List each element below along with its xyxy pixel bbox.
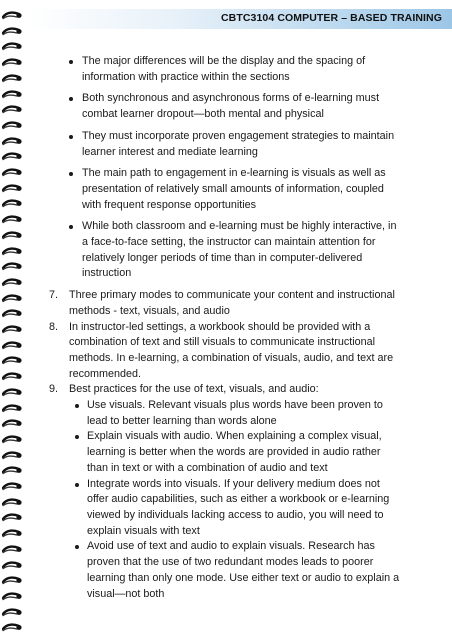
page-content: [48, 54, 404, 602]
binding-ring-icon: [2, 419, 24, 428]
list-item: They must incorporate proven engagement strategies to maintain learner interest and mediate learning: [66, 129, 404, 160]
binding-ring-icon: [2, 529, 24, 538]
binding-ring-icon: [2, 325, 24, 334]
binding-ring-icon: [2, 278, 24, 287]
item-number: 7.: [49, 289, 59, 302]
binding-ring-icon: [2, 231, 24, 240]
binding-ring-icon: [2, 404, 24, 413]
list-item: Both synchronous and asynchronous forms of e-learning must combat learner dropout—both mental and physical: [66, 91, 404, 122]
item-text: In instructor-led settings, a workbook should be provided with a combination of text and still visuals to communicate instructional methods. In e-learning, a combination of visuals, audio, and text are recommended.: [69, 320, 394, 380]
binding-ring-icon: [2, 372, 24, 381]
binding-ring-icon: [2, 247, 24, 256]
binding-ring-icon: [2, 545, 24, 554]
binding-ring-icon: [2, 561, 24, 570]
binding-ring-icon: [2, 623, 24, 632]
binding-ring-icon: [2, 152, 24, 161]
binding-ring-icon: [2, 482, 24, 491]
binding-ring-icon: [2, 262, 24, 271]
binding-ring-icon: [2, 11, 24, 20]
binding-ring-icon: [2, 451, 24, 460]
binding-ring-icon: [2, 341, 24, 350]
item-number: 8.: [49, 320, 59, 333]
item-text: Best practices for the use of text, visuals, and audio:: [69, 383, 319, 396]
binding-ring-icon: [2, 608, 24, 617]
item9-bullet-list: [71, 398, 404, 602]
binding-ring-icon: [2, 309, 24, 318]
list-item: Integrate words into visuals. If your delivery medium does not offer audio capabilities, such as either a workbook or e-learning viewed by individuals lacking access to audio, you will need to explain visuals with text: [71, 477, 404, 540]
numbered-item-7: [48, 288, 404, 319]
binding-ring-icon: [2, 74, 24, 83]
binding-ring-icon: [2, 388, 24, 397]
list-item: Avoid use of text and audio to explain visuals. Research has proven that the use of two redundant modes leads to poorer learning than only one mode. Use either text or audio to explain a visual—not both: [71, 539, 404, 602]
binding-ring-icon: [2, 105, 24, 114]
binding-ring-icon: [2, 168, 24, 177]
item-text: Three primary modes to communicate your content and instructional methods - text, visuals, and audio: [69, 289, 395, 317]
binding-ring-icon: [2, 576, 24, 585]
item-number: 9.: [49, 383, 59, 396]
binding-ring-icon: [2, 435, 24, 444]
list-item: While both classroom and e-learning must be highly interactive, in a face-to-face setting, the instructor can maintain attention for relatively longer periods of time than in computer-delivered instruction: [66, 219, 404, 282]
binding-ring-icon: [2, 498, 24, 507]
top-bullet-list: [66, 54, 404, 282]
binding-ring-icon: [2, 466, 24, 475]
binding-ring-icon: [2, 42, 24, 51]
list-item: Explain visuals with audio. When explaining a complex visual, learning is better when the words are provided in audio rather than in text or with a combination of audio and text: [71, 429, 404, 476]
page-header-title: CBTC3104 COMPUTER – BASED TRAINING: [220, 12, 442, 24]
spiral-binding: [0, 0, 26, 640]
numbered-item-9: [48, 382, 404, 602]
binding-ring-icon: [2, 215, 24, 224]
numbered-list: [48, 288, 404, 602]
binding-ring-icon: [2, 513, 24, 522]
binding-ring-icon: [2, 58, 24, 67]
binding-ring-icon: [2, 184, 24, 193]
binding-ring-icon: [2, 294, 24, 303]
header-band: [28, 9, 452, 29]
list-item: Use visuals. Relevant visuals plus words have been proven to lead to better learning than words alone: [71, 398, 404, 429]
binding-ring-icon: [2, 137, 24, 146]
list-item: The main path to engagement in e-learning is visuals as well as presentation of relatively small amounts of information, coupled with frequent response opportunities: [66, 166, 404, 213]
binding-ring-icon: [2, 356, 24, 365]
list-item: The major differences will be the display and the spacing of information with practice within the sections: [66, 54, 404, 85]
binding-ring-icon: [2, 199, 24, 208]
binding-ring-icon: [2, 121, 24, 130]
binding-ring-icon: [2, 592, 24, 601]
binding-ring-icon: [2, 27, 24, 36]
numbered-item-8: [48, 320, 404, 383]
binding-ring-icon: [2, 90, 24, 99]
